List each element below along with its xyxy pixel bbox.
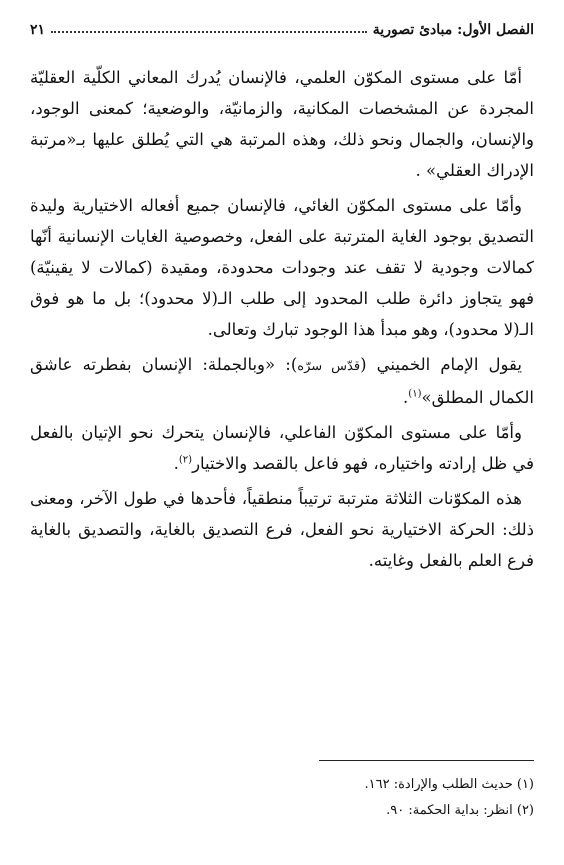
main-text: [30, 62, 534, 580]
honorific-glyph: قدّس سرّه: [297, 359, 361, 374]
paragraph-final-component: [30, 190, 534, 345]
page-number: ٢١: [30, 22, 46, 38]
footnote-2: (٢) انظر: بداية الحكمة: ٩٠.: [386, 803, 534, 818]
paragraph-text: ): «وبالجملة: الإنسان بفطرته عاشق الكمال المطلق»: [30, 355, 534, 407]
paragraph-text: يقول الإمام الخميني (: [360, 355, 522, 374]
paragraph-text: وأمّا على مستوى المكوّن الفاعلي، فالإنسان يتحرك نحو الإتيان بالفعل في ظل إرادته واختياره، فهو فاعل بالقصد والاختيار: [30, 423, 534, 473]
paragraph-text: .: [403, 388, 409, 407]
paragraph-three-components: [30, 483, 534, 576]
paragraph-khomeini-quote: [30, 349, 534, 413]
chapter-title: الفصل الأول: مبادئ تصورية: [372, 22, 534, 38]
paragraph-scientific-component: [30, 62, 534, 186]
paragraph-text: هذه المكوّنات الثلاثة مترتبة ترتيباً منطقياً، فأحدها في طول الآخر، ومعنى ذلك: الحركة الاختيارية نحو الفعل، فرع التصديق بالغاية، والتصديق بالغاية فرع العلم بالفعل وغايته.: [30, 489, 534, 570]
footnotes: [30, 772, 534, 824]
footnote-ref-1[interactable]: (١): [408, 388, 422, 400]
paragraph-agent-component: [30, 417, 534, 479]
footnote-1: (١) حديث الطلب والإرادة: ١٦٢.: [364, 777, 534, 792]
paragraph-text: أمّا على مستوى المكوّن العلمي، فالإنسان يُدرك المعاني الكلّية العقليّة المجردة عن المشخصات المكانية، والزمانيّة، والوضعية؛ كمعنى الوجود، والإنسان، والجمال ونحو ذلك، وهذه المرتبة هي التي يُطلق عليها بـ«مرتبة الإدراك العقلي» .: [30, 68, 534, 180]
paragraph-text: وأمّا على مستوى المكوّن الغائي، فالإنسان جميع أفعاله الاختيارية وليدة التصديق بوجود الغاية المترتبة على الفعل، وخصوصية الغايات الإنسانية أنّها كمالات وجودية لا تقف عند وجودات محدودة، ومقيدة (كمالات لا يقينيّة) فهو يتجاوز دائرة طلب المحدود إلى طلب الـ(لا محدود)؛ بل ما هو فوق الـ(لا محدود)، وهو مبدأ هذا الوجود تبارك وتعالى.: [30, 196, 534, 339]
header-dotted-leader: [51, 31, 367, 33]
footnote-divider: [319, 760, 534, 761]
footnote-ref-2[interactable]: (٢): [178, 454, 193, 466]
paragraph-text: .: [173, 454, 179, 473]
running-header: [30, 14, 534, 38]
